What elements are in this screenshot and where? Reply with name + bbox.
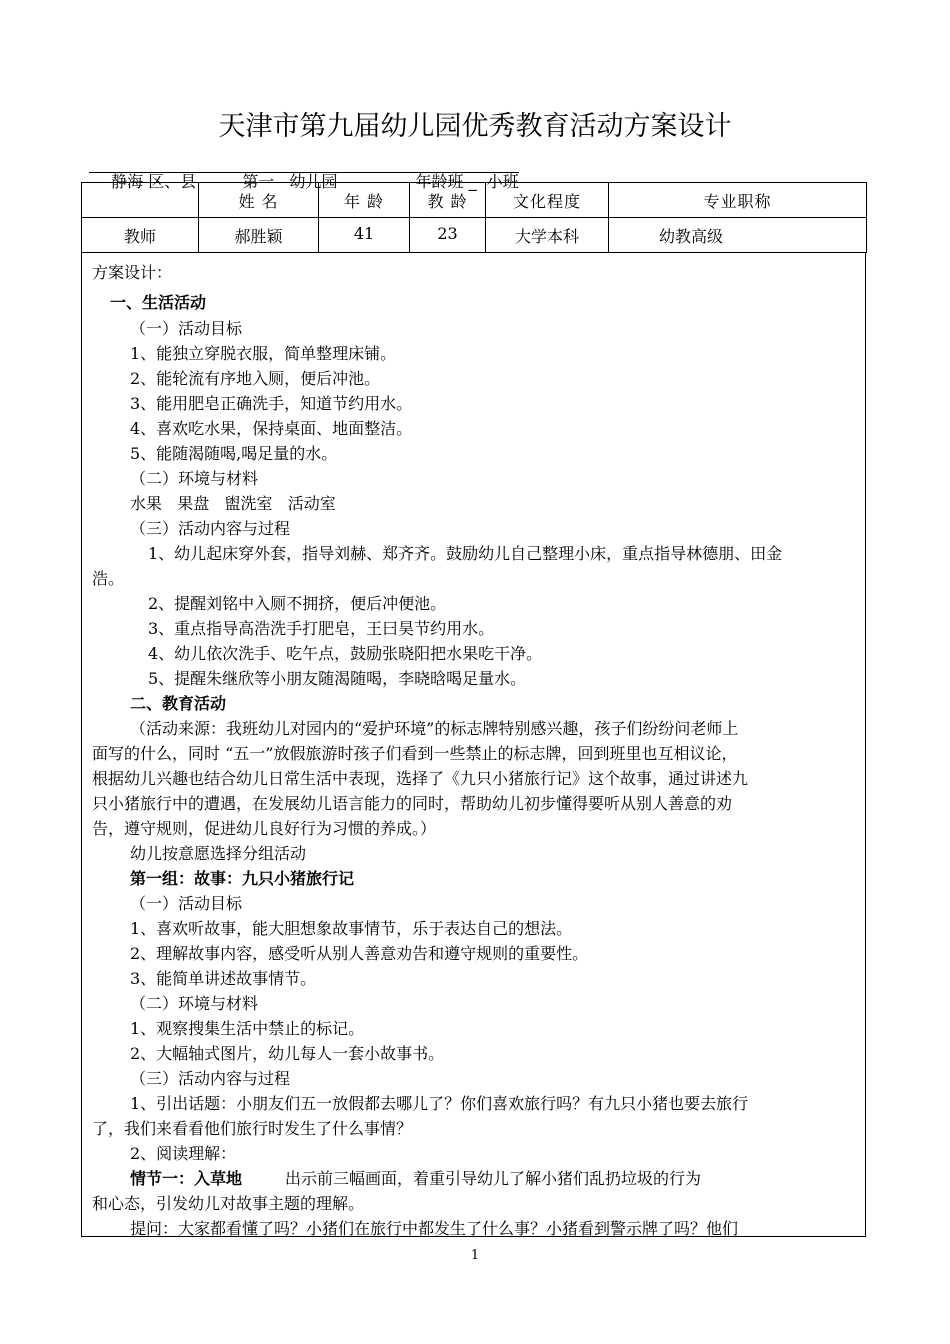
page-number: 1 xyxy=(470,1248,480,1263)
subheading: （一）活动目标 xyxy=(130,894,243,913)
text-line: 3、能简单讲述故事情节。 xyxy=(130,969,317,988)
text-line: 告，遵守规则，促进幼儿良好行为习惯的养成。） xyxy=(92,819,437,838)
text-line: 2、能轮流有序地入厕，便后冲池。 xyxy=(130,369,381,388)
age-group: 年龄班 _ 小班 xyxy=(415,172,519,191)
district: 静海 区、县 xyxy=(111,172,197,191)
table-row xyxy=(82,218,867,253)
section-heading: 一、生活活动 xyxy=(110,293,207,312)
header-line xyxy=(89,150,519,191)
subheading: （一）活动目标 xyxy=(130,319,243,338)
text-line: 5、能随渴随喝,喝足量的水。 xyxy=(130,444,338,463)
text-line: 了，我们来看看他们旅行时发生了什么事情？ xyxy=(92,1119,413,1138)
text-line: 5、提醒朱继欣等小朋友随渴随喝，李晓晗喝足量水。 xyxy=(148,669,527,688)
subheading: （二）环境与材料 xyxy=(130,469,259,488)
text-line: 4、喜欢吃水果，保持桌面、地面整洁。 xyxy=(130,419,413,438)
plan-section xyxy=(81,252,866,1237)
text-line: 根据幼儿兴趣也结合幼儿日常生活中表现，选择了《九只小猪旅行记》这个故事，通过讲述九 xyxy=(92,769,749,788)
table-cell: 23 xyxy=(410,218,486,253)
plan-label: 方案设计： xyxy=(92,263,173,282)
table-cell: 41 xyxy=(319,218,410,253)
text-line: 2、理解故事内容，感受听从别人善意劝告和遵守规则的重要性。 xyxy=(130,944,589,963)
kindergarten: 第一 幼儿园 xyxy=(242,172,338,191)
plot-heading: 情节一：入草地 xyxy=(130,1169,243,1188)
table-cell: 姓 名 xyxy=(199,183,319,218)
section-heading: 二、教育活动 xyxy=(130,694,227,713)
table-cell: 文化程度 xyxy=(486,183,609,218)
teacher-info-table xyxy=(81,182,867,253)
text-line: 3、重点指导高浩洗手打肥皂，王曰昊节约用水。 xyxy=(148,619,495,638)
text-line: 1、幼儿起床穿外套，指导刘赫、郑齐齐。鼓励幼儿自己整理小床，重点指导林德朋、田金 xyxy=(148,544,783,563)
text-line: （活动来源：我班幼儿对园内的“爱护环境”的标志牌特别感兴趣，孩子们纷纷问老师上 xyxy=(130,719,739,738)
text-line: 1、引出话题：小朋友们五一放假都去哪儿了？你们喜欢旅行吗？有九只小猪也要去旅行 xyxy=(130,1094,749,1113)
table-cell: 幼教高级 xyxy=(609,218,867,253)
text-line: 2、阅读理解： xyxy=(130,1144,237,1163)
text-line: 幼儿按意愿选择分组活动 xyxy=(130,844,307,863)
group-heading: 第一组：故事：九只小猪旅行记 xyxy=(130,869,355,888)
text-line: 水果 果盘 盥洗室 活动室 xyxy=(130,494,336,513)
table-header-row xyxy=(82,183,867,218)
text-line: 1、喜欢听故事，能大胆想象故事情节，乐于表达自己的想法。 xyxy=(130,919,573,938)
subheading: （三）活动内容与过程 xyxy=(130,519,291,538)
table-cell: 大学本科 xyxy=(486,218,609,253)
subheading: （三）活动内容与过程 xyxy=(130,1069,291,1088)
text-line: 1、观察搜集生活中禁止的标记。 xyxy=(130,1019,365,1038)
subheading: （二）环境与材料 xyxy=(130,994,259,1013)
text-line: 出示前三幅画面，着重引导幼儿了解小猪们乱扔垃圾的行为 xyxy=(285,1169,702,1188)
text-line: 和心态，引发幼儿对故事主题的理解。 xyxy=(92,1194,365,1213)
text-line: 4、幼儿依次洗手、吃午点，鼓励张晓阳把水果吃干净。 xyxy=(148,644,543,663)
table-cell: 教 龄 xyxy=(410,183,486,218)
table-cell xyxy=(82,183,199,218)
text-line: 提问：大家都看懂了吗？小猪们在旅行中都发生了什么事？小猪看到警示牌了吗？他们 xyxy=(130,1219,739,1238)
table-cell: 郝胜颖 xyxy=(199,218,319,253)
text-line: 2、提醒刘铭中入厕不拥挤，便后冲便池。 xyxy=(148,594,447,613)
page-title: 天津市第九届幼儿园优秀教育活动方案设计 xyxy=(218,111,732,142)
text-line: 只小猪旅行中的遭遇，在发展幼儿语言能力的同时，帮助幼儿初步懂得要听从别人善意的劝 xyxy=(92,794,733,813)
text-line: 面写的什么，同时 “五一”放假旅游时孩子们看到一些禁止的标志牌，回到班里也互相议论， xyxy=(92,744,738,763)
text-line: 1、能独立穿脱衣服，简单整理床铺。 xyxy=(130,344,397,363)
table-cell: 教师 xyxy=(82,218,199,253)
text-line: 3、能用肥皂正确洗手，知道节约用水。 xyxy=(130,394,413,413)
table-cell: 专业职称 xyxy=(609,183,867,218)
text-line: 2、大幅轴式图片，幼儿每人一套小故事书。 xyxy=(130,1044,445,1063)
text-line: 浩。 xyxy=(92,569,125,588)
table-cell: 年 龄 xyxy=(319,183,410,218)
